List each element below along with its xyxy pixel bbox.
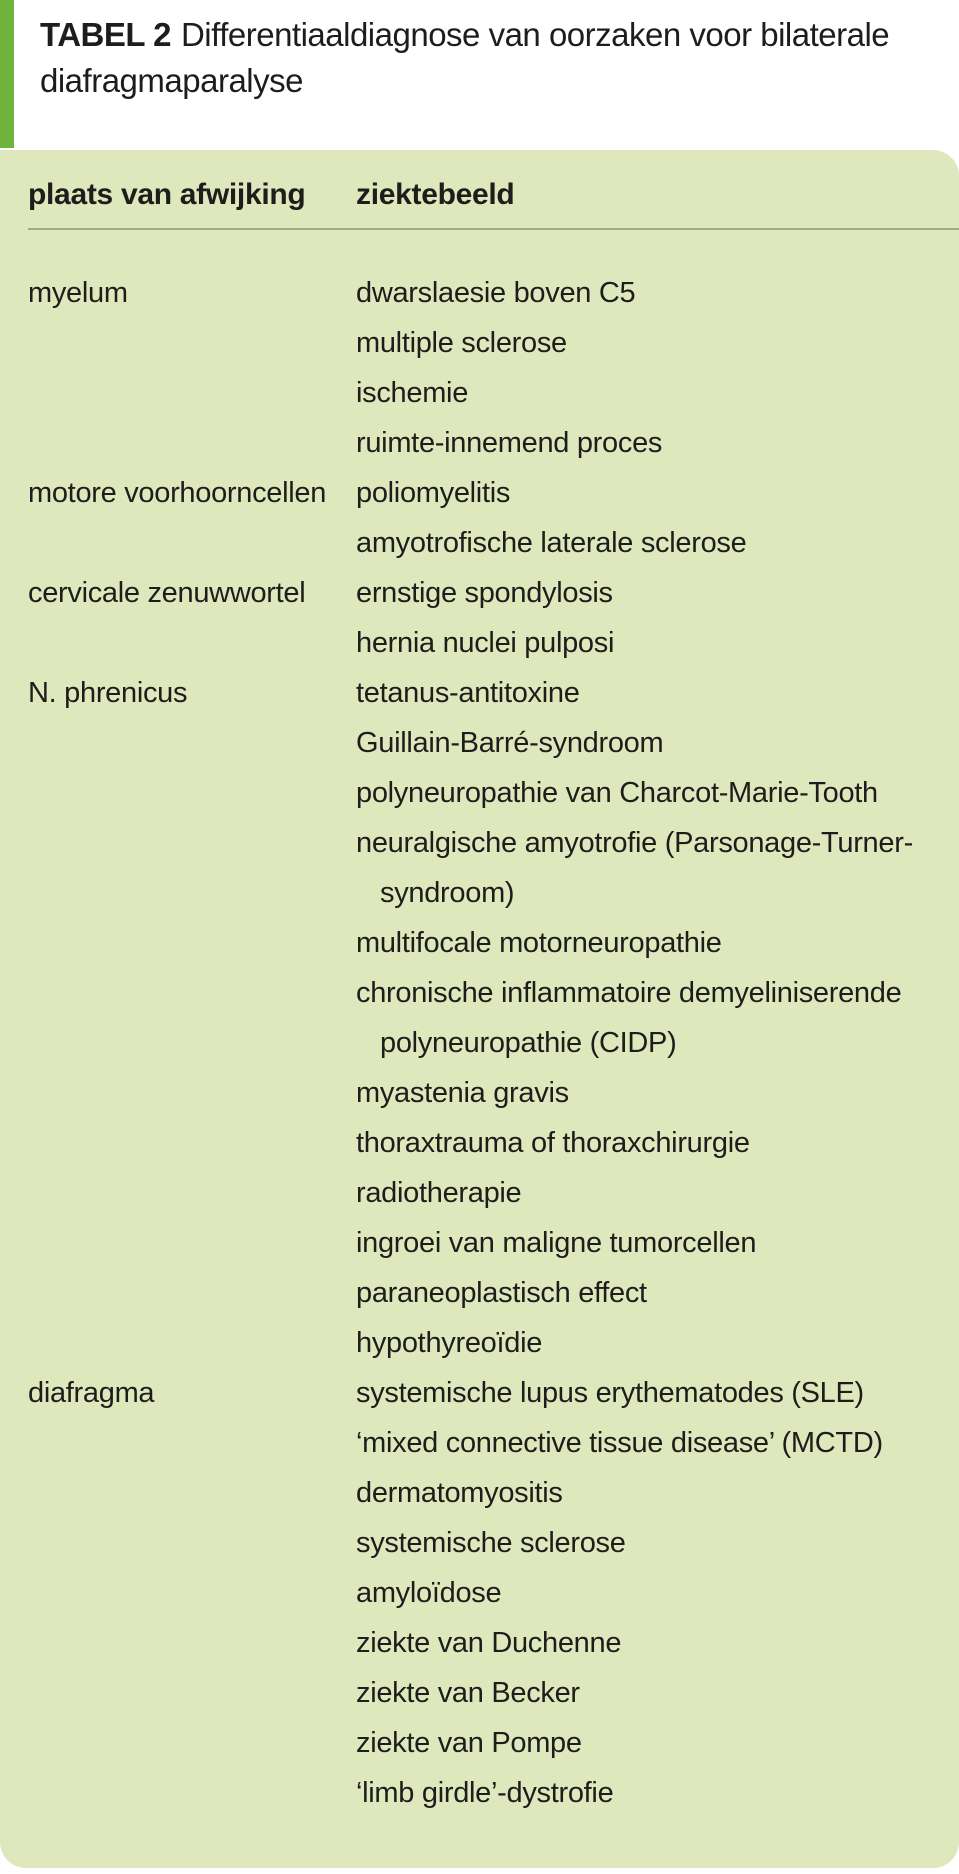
disease-cell: dermatomyositis: [356, 1477, 563, 1509]
accent-bar: [0, 0, 14, 148]
disease-cell: paraneoplastisch effect: [356, 1277, 647, 1309]
disease-cell: ernstige spondylosis: [356, 577, 613, 609]
disease-cell: ruimte-innemend proces: [356, 427, 663, 459]
table-row: [0, 518, 959, 568]
disease-cell: syndroom): [380, 877, 515, 909]
table-row: [0, 1768, 959, 1818]
header-location: plaats van afwijking: [28, 178, 306, 211]
table-row: [0, 718, 959, 768]
caption-label: TABEL 2: [40, 16, 171, 53]
disease-cell: ingroei van maligne tumorcellen: [356, 1227, 757, 1259]
table-row: [0, 1168, 959, 1218]
table-body: [0, 268, 959, 1818]
table-row: [0, 1218, 959, 1268]
disease-cell: neuralgische amyotrofie (Parsonage-Turner-: [356, 827, 913, 859]
location-cell: myelum: [28, 277, 128, 309]
disease-cell: thoraxtrauma of thoraxchirurgie: [356, 1127, 750, 1159]
disease-cell: multifocale motorneuropathie: [356, 927, 722, 959]
location-cell: motore voorhoorncellen: [28, 477, 327, 509]
table-row: [0, 1018, 959, 1068]
header-divider: [28, 228, 959, 230]
disease-cell: ischemie: [356, 377, 469, 409]
table-row: [0, 1318, 959, 1368]
disease-cell: systemische lupus erythematodes (SLE): [356, 1377, 864, 1409]
disease-cell: amyloïdose: [356, 1577, 502, 1609]
table-row: [0, 568, 959, 618]
disease-cell: hernia nuclei pulposi: [356, 627, 615, 659]
disease-cell: radiotherapie: [356, 1177, 522, 1209]
table-row: [0, 918, 959, 968]
table-row: [0, 1268, 959, 1318]
table-row: [0, 1468, 959, 1518]
disease-cell: poliomyelitis: [356, 477, 511, 509]
table-row: [0, 368, 959, 418]
table-row: [0, 1518, 959, 1568]
table-caption: [40, 12, 940, 104]
disease-cell: polyneuropathie van Charcot-Marie-Tooth: [356, 777, 878, 809]
table-row: [0, 1668, 959, 1718]
location-cell: cervicale zenuwwortel: [28, 577, 306, 609]
table-row: [0, 1118, 959, 1168]
table-row: [0, 768, 959, 818]
location-cell: N. phrenicus: [28, 677, 188, 709]
disease-cell: tetanus-antitoxine: [356, 677, 580, 709]
table-row: [0, 1368, 959, 1418]
table-row: [0, 418, 959, 468]
disease-cell: ‘mixed connective tissue disease’ (MCTD): [356, 1427, 883, 1459]
disease-cell: dwarslaesie boven C5: [356, 277, 636, 309]
table-row: [0, 1068, 959, 1118]
disease-cell: polyneuropathie (CIDP): [380, 1027, 677, 1059]
location-cell: diafragma: [28, 1377, 155, 1409]
disease-cell: myastenia gravis: [356, 1077, 569, 1109]
table-row: [0, 1568, 959, 1618]
disease-cell: Guillain-Barré-syndroom: [356, 727, 664, 759]
table-row: [0, 318, 959, 368]
caption-line-2: diafragmaparalyse: [40, 62, 303, 99]
table-row: [0, 468, 959, 518]
header-disease: ziektebeeld: [356, 178, 515, 211]
table-panel: [0, 150, 959, 1868]
table-row: [0, 618, 959, 668]
disease-cell: multiple sclerose: [356, 327, 567, 359]
table-row: [0, 1418, 959, 1468]
disease-cell: chronische inflammatoire demyeliniserende: [356, 977, 902, 1009]
disease-cell: ziekte van Becker: [356, 1677, 580, 1709]
table-row: [0, 1718, 959, 1768]
table-row: [0, 868, 959, 918]
table-row: [0, 818, 959, 868]
table-row: [0, 268, 959, 318]
disease-cell: systemische sclerose: [356, 1527, 626, 1559]
disease-cell: amyotrofische laterale sclerose: [356, 527, 747, 559]
disease-cell: ziekte van Pompe: [356, 1727, 582, 1759]
caption-title: Differentiaaldiagnose van oorzaken voor bilaterale: [180, 16, 890, 53]
caption-line-1: [40, 12, 940, 58]
disease-cell: ‘limb girdle’-dystrofie: [356, 1777, 614, 1809]
disease-cell: ziekte van Duchenne: [356, 1627, 622, 1659]
disease-cell: hypothyreoïdie: [356, 1327, 543, 1359]
table-row: [0, 968, 959, 1018]
table-row: [0, 668, 959, 718]
table-row: [0, 1618, 959, 1668]
